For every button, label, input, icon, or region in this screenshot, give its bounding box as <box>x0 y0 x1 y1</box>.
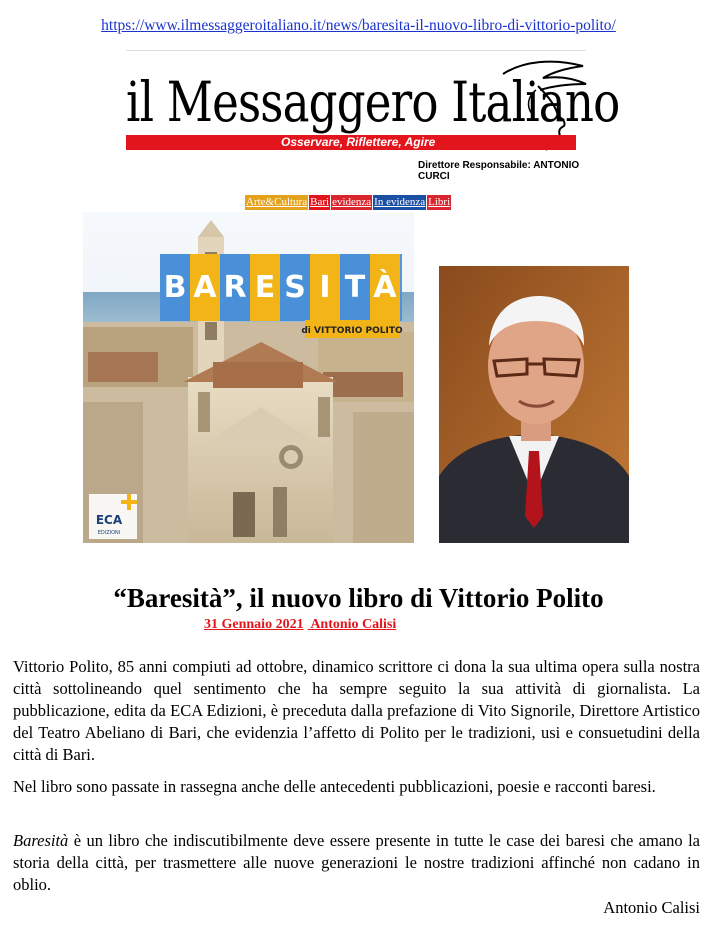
article-byline <box>204 617 400 633</box>
cover-author: di VITTORIO POLITO <box>301 326 403 336</box>
article-paragraph-text: è un libro che indiscutibilmente deve essere presente in tutte le case dei baresi che amano la storia della città, per trasmettere alle nuove generazioni le nostre tradizioni affinché non cadano in oblio. <box>13 831 700 894</box>
masthead <box>126 50 620 182</box>
tag-bari[interactable]: Bari <box>310 196 330 208</box>
article-signature: Antonio Calisi <box>603 898 700 917</box>
masthead-slogan-bar <box>126 135 576 150</box>
article-paragraph: Vittorio Polito, 85 anni compiuti ad ottobre, dinamico scrittore ci dona la sua ultima opera sulla nostra città sottolineando quel sentimento che ha sempre seguito la sua attività di giornalista. La pubblicazione, edita da ECA Edizioni, è preceduta dalla prefazione di Vito Signorile, Direttore Artistico del Teatro Abeliano di Bari, che evidenzia l’affetto di Polito per le tradizioni, usi e consuetudini della città di Bari. <box>13 657 700 764</box>
tag-in-evidenza[interactable]: In evidenza <box>374 196 426 208</box>
book-title-emphasis: Baresità <box>13 831 69 850</box>
publisher-logo-subtext: EDIZIONI <box>97 530 121 536</box>
cover-letter: À <box>373 270 397 305</box>
cover-letter: S <box>284 270 306 305</box>
tag-arte-cultura[interactable]: Arte&Cultura <box>246 196 308 208</box>
article-paragraph <box>13 830 700 896</box>
cover-letter: I <box>319 270 331 305</box>
cover-letter: R <box>223 270 247 305</box>
article-author-link[interactable]: Antonio Calisi <box>310 617 397 632</box>
masthead-divider <box>126 50 586 51</box>
article-paragraph: Nel libro sono passate in rassegna anche delle antecedenti pubblicazioni, poesie e racconti baresi. <box>13 777 656 796</box>
book-cover-image <box>83 212 414 543</box>
author-portrait-illustration <box>439 266 629 543</box>
book-cover-illustration <box>83 212 414 543</box>
article-url-link[interactable]: https://www.ilmessaggeroitaliano.it/news/baresita-il-nuovo-libro-di-vittorio-polito/ <box>101 17 616 34</box>
article-date-link[interactable]: 31 Gennaio 2021 <box>204 617 304 632</box>
masthead-title: il Messaggero Italiano <box>126 70 620 134</box>
cover-letter: E <box>254 270 276 305</box>
tag-evidenza[interactable]: evidenza <box>332 196 372 208</box>
cover-letter: T <box>344 270 366 305</box>
author-portrait-photo <box>439 266 629 543</box>
article-title: “Baresità”, il nuovo libro di Vittorio Polito <box>113 583 604 613</box>
cover-letter: B <box>163 270 187 305</box>
masthead-slogan: Osservare, Riflettere, Agire <box>281 135 436 149</box>
publisher-logo-text: ECA <box>95 513 123 527</box>
cover-letter: A <box>193 270 217 305</box>
tag-libri[interactable]: Libri <box>428 196 451 208</box>
masthead-director: Direttore Responsabile: ANTONIO CURCI <box>418 160 580 182</box>
category-tags <box>245 195 451 210</box>
